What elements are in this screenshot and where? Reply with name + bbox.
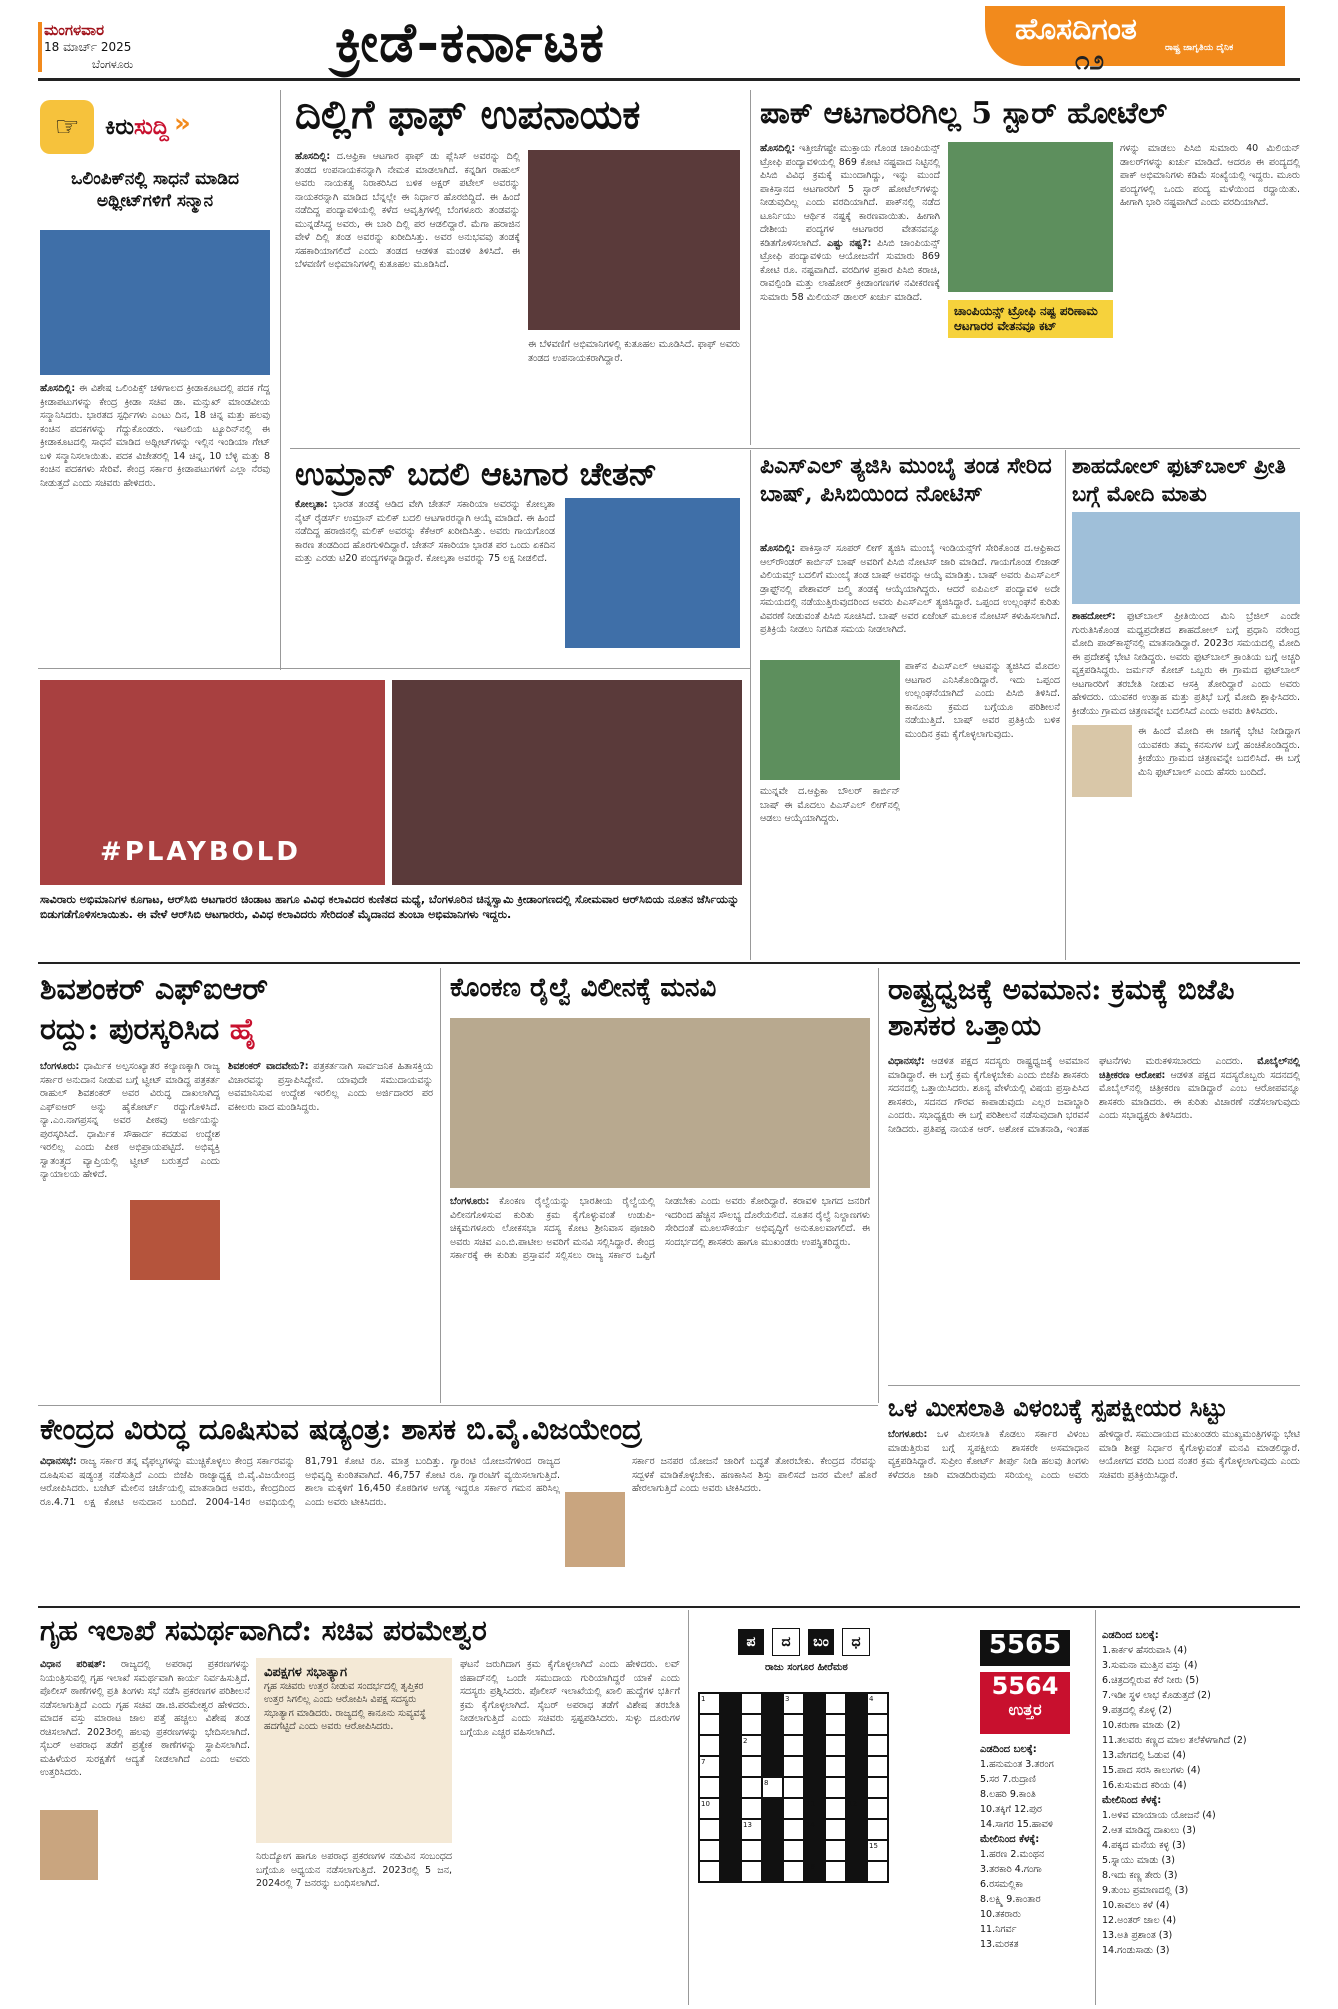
crossword-cell[interactable]	[867, 1714, 888, 1735]
rcb-players-photo	[40, 680, 385, 885]
crossword-cell[interactable]	[825, 1777, 846, 1798]
crossword-cell[interactable]	[783, 1777, 804, 1798]
puzzle-author: ರಾಜು ಸಂಗೂರ ಹೀರೆಮಠ	[765, 1662, 848, 1673]
shivashankar-headline-b: ರದ್ದು: ಪುರಸ್ಕರಿಸಿದ	[40, 1012, 230, 1047]
header-day: ಮಂಗಳವಾರ	[44, 21, 105, 39]
crossword-cell[interactable]	[867, 1861, 888, 1882]
umran-text: ಭಾರತ ತಂಡಕ್ಕೆ ಆಡಿದ ವೇಗಿ ಚೇತನ್ ಸಕಾರಿಯಾ ಅವರನ್ನು ಕೋಲ್ಕತಾ ನೈಟ್ ರೈಡರ್ಸ್ ಉಮ್ರಾನ್ ಮಲಿಕ್ ಬದಲಿ ಆಟಗಾರರನ್ನಾಗಿ ಆಯ್ಕೆ ಮಾಡಿದೆ. ಈ ಹಿಂದೆ ನಡೆದಿದ್ದ ಹರಾಜಿನಲ್ಲಿ ಮಲಿಕ್ ಅವರನ್ನು ಕೆಕೆಆರ್ ಖರೀದಿಸಿತ್ತು. ಅವರು ಗಾಯಗೊಂಡ ಕಾರಣ ತಂಡದಿಂದ ಹೊರಗುಳಿದಿದ್ದಾರೆ. ಚೇತನ್ ಸಕಾರಿಯಾ ಭಾರತ ಪರ ಒಂದು ಏಕದಿನ ಮತ್ತು ಎರಡು ಟಿ20 ಪಂದ್ಯಗಳನ್ನಾಡಿದ್ದಾರೆ. ಕೋಲ್ಕತಾ ಅವರನ್ನು 75 ಲಕ್ಷ ನೀಡಲಿದೆ.	[295, 499, 555, 564]
umran-body	[295, 498, 555, 658]
griha-sidebox	[256, 1658, 452, 1843]
konkan-text: ಕೊಂಕಣ ರೈಲ್ವೆಯನ್ನು ಭಾರತೀಯ ರೈಲ್ವೆಯಲ್ಲಿ ವಿಲೀನಗೊಳಿಸುವ ಕುರಿತು ಕ್ರಮ ಕೈಗೊಳ್ಳುವಂತೆ ಉಡುಪಿ-ಚಿಕ್ಕಮಗಳೂರು ಲೋಕಸಭಾ ಸದಸ್ಯ ಕೋಟ ಶ್ರೀನಿವಾಸ ಪೂಜಾರಿ ಅವರು ಸಚಿವ ಎಂ.ಬಿ.ಪಾಟೀಲ ಅವರಿಗೆ ಮನವಿ ಸಲ್ಲಿಸಿದ್ದಾರೆ. ಕೇಂದ್ರ ಸರ್ಕಾರಕ್ಕೆ ಈ ಕುರಿತು ಪ್ರಸ್ತಾವನೆ ಸಲ್ಲಿಸಲು ರಾಜ್ಯ ಸರ್ಕಾರ ಒಪ್ಪಿಗೆ ನೀಡಬೇಕು ಎಂದು ಅವರು ಕೋರಿದ್ದಾರೆ. ಕರಾವಳಿ ಭಾಗದ ಜನರಿಗೆ ಇದರಿಂದ ಹೆಚ್ಚಿನ ಸೌಲಭ್ಯ ದೊರೆಯಲಿದೆ. ನೂತನ ರೈಲ್ವೆ ನಿಲ್ದಾಣಗಳು ಸೇರಿದಂತೆ ಮೂಲಸೌಕರ್ಯ ಅಭಿವೃದ್ಧಿಗೆ ಅನುಕೂಲವಾಗಲಿದೆ. ಈ ಸಂದರ್ಭದಲ್ಲಿ ಶಾಸಕರು ಹಾಗೂ ಮುಖಂಡರು ಉಪಸ್ಥಿತರಿದ್ದರು.	[450, 1196, 870, 1261]
crossword-cell	[846, 1735, 867, 1756]
flag-headline: ರಾಷ್ಟ್ರಧ್ವಜಕ್ಕೆ ಅವಮಾನ: ಕ್ರಮಕ್ಕೆ ಬಿಜೆಪಿ ಶಾಸಕರ ಒತ್ತಾಯ	[888, 973, 1235, 1042]
flag-subhead: ಮೊಬೈಲ್‌ನಲ್ಲಿ ಚಿತ್ರೀಕರಣ ಆರೋಪ:	[1099, 1056, 1300, 1081]
column-divider	[878, 968, 879, 1403]
pak-subhead: ಎಷ್ಟು ನಷ್ಟ?:	[827, 237, 872, 249]
crossword-cell	[804, 1840, 825, 1861]
faf-dateline: ಹೊಸದಿಲ್ಲಿ:	[295, 151, 331, 162]
pak-team-photo	[948, 142, 1113, 292]
section-rule	[38, 962, 1300, 964]
crossword-cell	[846, 1861, 867, 1882]
crossword-cell[interactable]	[741, 1756, 762, 1777]
crossword-cell[interactable]	[783, 1714, 804, 1735]
crossword-cell[interactable]	[825, 1714, 846, 1735]
kirusuddi-badge	[40, 100, 270, 154]
answer-item: 1.ಹರಣ 2.ಮಂಥನ	[980, 1849, 1045, 1860]
crossword-cell	[720, 1714, 741, 1735]
answer-item: 10.ತಕ್ಕಿಗೆ 12.ಪುರ	[980, 1804, 1042, 1815]
faf-text: ದ.ಆಫ್ರಿಕಾ ಆಟಗಾರ ಫಾಫ್ ಡು ಪ್ಲೆಸಿಸ್ ಅವರನ್ನು ದಿಲ್ಲಿ ತಂಡದ ಉಪನಾಯಕನನ್ನಾಗಿ ನೇಮಕ ಮಾಡಲಾಗಿದೆ. ಕನ್ನಡಿಗ ರಾಹುಲ್ ಅವರು ನಾಯಕತ್ವ ನಿರಾಕರಿಸಿದ ಬಳಿಕ ಅಕ್ಷರ್ ಪಟೇಲ್ ಅವರನ್ನು ನಾಯಕರನ್ನಾಗಿ ಮಾಡಿದ ಬೆನ್ನಲ್ಲೇ ಈ ನಿರ್ಧಾರ ಹೊರಬಿದ್ದಿದೆ. ಈ ಹಿಂದೆ ನಡೆದಿದ್ದ ಪಂದ್ಯಾವಳಿಯಲ್ಲಿ ಕಳೆದ ಆವೃತ್ತಿಗಳಲ್ಲಿ ಬೆಂಗಳೂರು ತಂಡವನ್ನು ಮುನ್ನಡೆಸಿದ್ದ ಅವರು, ಈ ಬಾರಿ ದಿಲ್ಲಿ ಪರ ಆಡಲಿದ್ದಾರೆ. ಮೆಗಾ ಹರಾಜಿನ ವೇಳೆ ದಿಲ್ಲಿ ತಂಡ ಅವರನ್ನು ಖರೀದಿಸಿತ್ತು. ಅವರ ಅನುಭವವು ತಂಡಕ್ಕೆ ಸಹಕಾರಿಯಾಗಲಿದೆ ಎಂದು ತಂಡದ ಆಡಳಿತ ಮಂಡಳಿ ತಿಳಿಸಿದೆ. ಈ ಬೆಳವಣಿಗೆ ಅಭಿಮಾನಿಗಳಲ್ಲಿ ಕುತೂಹಲ ಮೂಡಿಸಿದೆ.	[295, 151, 520, 270]
griha-box-title: ವಿಪಕ್ಷಗಳ ಸಭಾತ್ಯಾಗ	[264, 1665, 348, 1680]
answer-item: 5.ಸರ 7.ರುದ್ರಾಣಿ	[980, 1774, 1036, 1785]
clue-item: 8.ಇದು ಕಣ್ಣ ತೇರು (3)	[1102, 1870, 1178, 1881]
crossword-cell[interactable]	[867, 1756, 888, 1777]
crossword-cell	[720, 1840, 741, 1861]
crossword-cell	[846, 1756, 867, 1777]
crossword-cell	[804, 1693, 825, 1714]
title-letter-2: ದ	[772, 1628, 800, 1656]
crossword-cell[interactable]	[741, 1798, 762, 1819]
crossword-cell[interactable]	[867, 1777, 888, 1798]
title-letter-3: ಬಂ	[808, 1629, 834, 1655]
clue-item: 5.ಸ್ನಾಯು ಮಾಡು (3)	[1102, 1855, 1175, 1866]
griha-dateline: ವಿಧಾನ ಪರಿಷತ್:	[40, 1659, 106, 1670]
crossword-cell	[762, 1861, 783, 1882]
clue-item: 16.ಕುಸುಮದ ಕರಿಯ (4)	[1102, 1780, 1187, 1791]
kirusuddi-label-a: ಕಿರು	[105, 114, 135, 140]
chevron-right-icon: »	[174, 108, 191, 139]
title-letter-1: ಪ	[738, 1629, 764, 1655]
psl-body-cont-2: ಮುನ್ನವೇ ದ.ಆಫ್ರಿಕಾ ಬೌಲರ್ ಕಾರ್ಬಿನ್ ಬಾಷ್ ಈ ಮೊದಲು ಪಿಎಸ್‌ಎಲ್ ಲೀಗ್‌ನಲ್ಲಿ ಆಡಲು ಆಯ್ಕೆಯಾಗಿದ್ದರು.	[760, 786, 900, 824]
column-divider	[440, 968, 441, 1403]
crossword-cell	[804, 1777, 825, 1798]
flag-text: ಆಡಳಿತ ಪಕ್ಷದ ಸದಸ್ಯರು ರಾಷ್ಟ್ರಧ್ವಜಕ್ಕೆ ಅವಮಾನ ಮಾಡಿದ್ದಾರೆ. ಈ ಬಗ್ಗೆ ಕ್ರಮ ಕೈಗೊಳ್ಳಬೇಕು ಎಂದು ಬಿಜೆಪಿ ಶಾಸಕರು ಸದನದಲ್ಲಿ ಒತ್ತಾಯಿಸಿದರು. ಶೂನ್ಯ ವೇಳೆಯಲ್ಲಿ ವಿಷಯ ಪ್ರಸ್ತಾಪಿಸಿದ ಶಾಸಕರು, ಸದನದ ಗೌರವ ಕಾಪಾಡುವುದು ಎಲ್ಲರ ಜವಾಬ್ದಾರಿ ಎಂದರು. ಸಭಾಧ್ಯಕ್ಷರು ಈ ಬಗ್ಗೆ ಪರಿಶೀಲನೆ ನಡೆಸುವುದಾಗಿ ಭರವಸೆ ನೀಡಿದರು. ಪ್ರತಿಪಕ್ಷ ನಾಯಕ ಆರ್. ಅಶೋಕ ಮಾತನಾಡಿ, ಇಂತಹ ಘಟನೆಗಳು ಮರುಕಳಿಸಬಾರದು ಎಂದರು.	[888, 1056, 1243, 1135]
crossword-cell[interactable]	[783, 1756, 804, 1777]
crossword-cell[interactable]	[783, 1735, 804, 1756]
across-head: ಎಡದಿಂದ ಬಲಕ್ಕೆ:	[1102, 1630, 1159, 1641]
shahdol-body	[1072, 610, 1300, 720]
crossword-cell	[804, 1735, 825, 1756]
griha-text: ರಾಜ್ಯದಲ್ಲಿ ಅಪರಾಧ ಪ್ರಕರಣಗಳನ್ನು ನಿಯಂತ್ರಿಸುವಲ್ಲಿ ಗೃಹ ಇಲಾಖೆ ಸಮರ್ಥವಾಗಿ ಕಾರ್ಯ ನಿರ್ವಹಿಸುತ್ತಿದೆ. ಪೊಲೀಸ್ ಠಾಣೆಗಳಲ್ಲಿ ಪ್ರತಿ ತಿಂಗಳು ಸಭೆ ನಡೆಸಿ ಪ್ರಕರಣಗಳ ಪರಿಶೀಲನೆ ನಡೆಸಲಾಗುತ್ತಿದೆ ಎಂದು ಗೃಹ ಸಚಿವ ಡಾ.ಜಿ.ಪರಮೇಶ್ವರ ಹೇಳಿದರು. ಮಾದಕ ವಸ್ತು ಮಾರಾಟ ಜಾಲ ಪತ್ತೆ ಹಚ್ಚಲು ವಿಶೇಷ ತಂಡ ರಚಿಸಲಾಗಿದೆ. 2023ರಲ್ಲಿ ಹಲವು ಪ್ರಕರಣಗಳನ್ನು ಭೇದಿಸಲಾಗಿದೆ. ಸೈಬರ್ ಅಪರಾಧ ತಡೆಗೆ ಪ್ರತ್ಯೇಕ ಠಾಣೆಗಳನ್ನು ಸ್ಥಾಪಿಸಲಾಗಿದೆ. ಮಹಿಳೆಯರ ಸುರಕ್ಷತೆಗೆ ಆದ್ಯತೆ ನೀಡಲಾಗಿದೆ ಎಂದು ಅವರು ಉತ್ತರಿಸಿದರು.	[40, 1659, 250, 1778]
shahdol-headline: ಶಾಹದೋಲ್ ಫುಟ್‌ಬಾಲ್ ಪ್ರೀತಿ ಬಗ್ಗೆ ಮೋದಿ ಮಾತು	[1072, 453, 1286, 506]
clue-item: 12.ಅಂತರ್ ಜಾಲ (4)	[1102, 1915, 1177, 1926]
header-date: 18 ಮಾರ್ಚ್ 2025	[44, 40, 132, 54]
crossword-cell[interactable]	[699, 1714, 720, 1735]
crossword-cell[interactable]: 13	[741, 1819, 762, 1840]
crossword-cell[interactable]	[825, 1819, 846, 1840]
crossword-cell	[762, 1756, 783, 1777]
crossword-cell	[846, 1714, 867, 1735]
crossword-cell	[720, 1756, 741, 1777]
paper-tagline: ರಾಷ್ಟ್ರ ಜಾಗೃತಿಯ ದೈನಿಕ	[1165, 43, 1234, 53]
chetan-sakariya-photo	[565, 498, 740, 648]
corbin-bosch-photo	[760, 660, 900, 780]
header-accent-bar	[38, 22, 42, 72]
psl-body-cont: ಪಾಕ್‌ನ ಪಿಎಸ್‌ಎಲ್ ಆಟವನ್ನು ತ್ಯಜಿಸಿದ ಮೊದಲ ಆಟಗಾರ ಎನಿಸಿಕೊಂಡಿದ್ದಾರೆ. ಇದು ಒಪ್ಪಂದ ಉಲ್ಲಂಘನೆಯಾಗಿದೆ ಎಂದು ಪಿಸಿಬಿ ತಿಳಿಸಿದೆ. ಕಾನೂನು ಕ್ರಮದ ಬಗ್ಗೆಯೂ ಪರಿಶೀಲನೆ ನಡೆಯುತ್ತಿದೆ. ಬಾಷ್ ಅವರ ಪ್ರತಿಕ್ರಿಯೆ ಬಳಿಕ ಮುಂದಿನ ಕ್ರಮ ಕೈಗೊಳ್ಳಲಾಗುವುದು.	[905, 661, 1060, 740]
crossword-cell[interactable]	[699, 1777, 720, 1798]
faf-photo	[528, 150, 740, 330]
answer-down-list	[980, 1847, 1090, 1952]
kirusuddi-dateline: ಹೊಸದಿಲ್ಲಿ:	[40, 383, 76, 394]
across-clues	[1102, 1643, 1300, 1793]
page-number: ೧೨	[1075, 46, 1105, 76]
section-divider	[38, 1405, 878, 1406]
clue-list	[1102, 1628, 1300, 2004]
clue-item: 1.ಅಳಿವ ಮಾಯಾಯ ಯೋಜನೆ (4)	[1102, 1810, 1216, 1821]
crossword-cell	[804, 1714, 825, 1735]
modi-photo	[1072, 725, 1132, 797]
crossword-cell	[720, 1777, 741, 1798]
konkan-meeting-photo	[450, 1018, 870, 1188]
crossword-cell	[846, 1840, 867, 1861]
shahdol-text: ಫುಟ್‌ಬಾಲ್ ಪ್ರೀತಿಯಿಂದ ಮಿನಿ ಬ್ರೆಜಿಲ್ ಎಂದೇ ಗುರುತಿಸಿಕೊಂಡ ಮಧ್ಯಪ್ರದೇಶದ ಶಾಹದೋಲ್ ಬಗ್ಗೆ ಪ್ರಧಾನಿ ನರೇಂದ್ರ ಮೋದಿ ಪಾಡ್‌ಕಾಸ್ಟ್‌ನಲ್ಲಿ ಮಾತನಾಡಿದ್ದಾರೆ. 2023ರ ಸಮಯದಲ್ಲಿ ಮೋದಿ ಈ ಪ್ರದೇಶಕ್ಕೆ ಭೇಟಿ ನೀಡಿದ್ದರು. ಅವರು ಫುಟ್‌ಬಾಲ್ ಕ್ರಾಂತಿಯ ಬಗ್ಗೆ ಅಚ್ಚರಿ ವ್ಯಕ್ತಪಡಿಸಿದ್ದರು. ಜರ್ಮನ್ ಕೋಚ್ ಒಬ್ಬರು ಈ ಗ್ರಾಮದ ಫುಟ್‌ಬಾಲ್ ಆಟಗಾರರಿಗೆ ತರಬೇತಿ ನೀಡುವ ಆಸಕ್ತಿ ತೋರಿದ್ದಾರೆ ಎಂದು ಅವರು ಹೇಳಿದರು. ಯುವಕರ ಉತ್ಸಾಹ ಮತ್ತು ಪ್ರತಿಭೆ ಬಗ್ಗೆ ಮೋದಿ ಶ್ಲಾಘಿಸಿದರು. ಕ್ರೀಡೆಯು ಗ್ರಾಮದ ಚಿತ್ರಣವನ್ನೇ ಬದಲಿಸಿದೆ ಎಂದು ಅವರು ತಿಳಿಸಿದರು.	[1072, 611, 1300, 717]
clue-item: 9.ಪತ್ರದಲ್ಲಿ ಕೊಳ್ಳ (2)	[1102, 1705, 1172, 1716]
crossword-cell[interactable]	[783, 1861, 804, 1882]
padabandha-title	[738, 1628, 918, 1656]
crossword-cell[interactable]: 15	[867, 1840, 888, 1861]
crossword-cell[interactable]: 10	[699, 1798, 720, 1819]
crossword-cell	[762, 1798, 783, 1819]
answer-number: 5564	[991, 1672, 1059, 1700]
clue-item: 14.ಗಂಡುಸಾಡು (3)	[1102, 1945, 1170, 1956]
crossword-cell[interactable]	[783, 1798, 804, 1819]
clue-item: 4.ಪಕ್ಕದ ಮನೆಯ ಕಳ್ಳ (3)	[1102, 1840, 1186, 1851]
umran-headline: ಉಮ್ರಾನ್ ಬದಲಿ ಆಟಗಾರ ಚೇತನ್	[295, 455, 658, 493]
shivashankar-headline	[40, 970, 430, 1050]
crossword-cell	[720, 1798, 741, 1819]
griha-body-cont: ನಿರುದ್ಯೋಗ ಹಾಗೂ ಅಪರಾಧ ಪ್ರಕರಣಗಳ ನಡುವಿನ ಸಂಬಂಧದ ಬಗ್ಗೆಯೂ ಅಧ್ಯಯನ ನಡೆಸಲಾಗುತ್ತಿದೆ. 2023ರಲ್ಲಿ 5 ಜನ, 2024ರಲ್ಲಿ 7 ಜನರನ್ನು ಬಂಧಿಸಲಾಗಿದೆ.	[256, 1851, 452, 1889]
crossword-cell[interactable]	[825, 1840, 846, 1861]
crossword-cell[interactable]	[867, 1798, 888, 1819]
crossword-cell	[720, 1819, 741, 1840]
section-rule	[38, 1606, 1300, 1608]
vijayendra-photo	[565, 1492, 625, 1567]
clue-item: 11.ತಲವರು ಕಣ್ಣದ ಮಾಲ ತಲೆಕೆಳಗಾಗಿದೆ (2)	[1102, 1735, 1247, 1746]
shivashankar-dateline: ಬೆಂಗಳೂರು:	[40, 1061, 80, 1072]
clue-item: 3.ಸುಮನಾ ಮುತ್ತಿನ ವಸ್ತು (4)	[1102, 1660, 1198, 1671]
crossword-cell: 11	[804, 1798, 825, 1819]
playbold-banner: #PLAYBOLD	[100, 837, 301, 867]
crossword-cell[interactable]	[825, 1861, 846, 1882]
umran-dateline: ಕೋಲ್ಕತಾ:	[295, 499, 328, 510]
kirusuddi-text: ಈ ವಿಶೇಷ ಒಲಿಂಪಿಕ್ಸ್ ಚಳಿಗಾಲದ ಕ್ರೀಡಾಕೂಟದಲ್ಲಿ ಪದಕ ಗೆದ್ದ ಕ್ರೀಡಾಪಟುಗಳನ್ನು ಕೇಂದ್ರ ಕ್ರೀಡಾ ಸಚಿವ ಡಾ. ಮನ್ಸುಖ್ ಮಾಂಡವೀಯ ಸನ್ಮಾನಿಸಿದರು. ಭಾರತದ ಸ್ಪರ್ಧಿಗಳು ಎಂಟು ದಿನ, 18 ಚಿನ್ನ ಮತ್ತು ಹಲವು ಕಂಚಿನ ಪದಕಗಳನ್ನು ಗೆದ್ದುಕೊಂಡರು. ಇಟಲಿಯ ಟ್ಯೂರಿನ್‌ನಲ್ಲಿ ಈ ಕ್ರೀಡಾಕೂಟದಲ್ಲಿ ಸಾಧನೆ ಮಾಡಿದ ಅಥ್ಲೀಟ್‌ಗಳನ್ನು ಇಲ್ಲಿನ ಇಂಡಿಯಾ ಗೇಟ್ ಬಳಿ ಸನ್ಮಾನಿಸಲಾಯಿತು. ಪದಕ ವಿಜೇತರಲ್ಲಿ 14 ಚಿನ್ನ, 10 ಬೆಳ್ಳಿ ಮತ್ತು 8 ಕಂಚಿನ ಪದಕಗಳು ಸೇರಿವೆ. ಕೇಂದ್ರ ಸರ್ಕಾರ ಕ್ರೀಡಾಪಟುಗಳಿಗೆ ಎಲ್ಲಾ ನೆರವು ನೀಡುತ್ತದೆ ಎಂದು ಸಚಿವರು ಹೇಳಿದರು.	[40, 383, 270, 489]
kirusuddi-body	[40, 382, 270, 652]
crossword-cell[interactable]	[867, 1819, 888, 1840]
answer-item: 8.ಲಹರಿ 9.ಕಾಂತಿ	[980, 1789, 1036, 1800]
crossword-cell: 16	[804, 1861, 825, 1882]
pak-dateline: ಹೊಸದಿಲ್ಲಿ:	[760, 143, 796, 154]
clue-item: 15.ಪಾದ ಸರಸಿ ಕಾಲುಗಳು (4)	[1102, 1765, 1201, 1776]
clue-item: 10.ಕರುಣಾ ಮಾಡು (2)	[1102, 1720, 1181, 1731]
crossword-cell[interactable]	[783, 1840, 804, 1861]
kirusuddi-headline: ಒಲಿಂಪಿಕ್‌ನಲ್ಲಿ ಸಾಧನೆ ಮಾಡಿದ ಅಥ್ಲೀಟ್‌ಗಳಿಗೆ ಸನ್ಮಾನ	[71, 169, 239, 211]
crossword-cell[interactable]	[783, 1819, 804, 1840]
clue-item: 10.ಕಾವಲು ಕಳೆ (4)	[1102, 1900, 1170, 1911]
olamisalati-dateline: ಬೆಂಗಳೂರು:	[888, 1429, 928, 1440]
faf-body	[295, 150, 520, 380]
pak-text: ಇತ್ತೀಚೆಗಷ್ಟೇ ಮುಕ್ತಾಯ ಗೊಂಡ ಚಾಂಪಿಯನ್ಸ್ ಟ್ರೋಫಿ ಪಂದ್ಯಾವಳಿಯಲ್ಲಿ 869 ಕೋಟಿ ನಷ್ಟವಾದ ನಿಟ್ಟಿನಲ್ಲಿ ಪಿಸಿಬಿ ವಿವಿಧ ಕ್ರಮಕ್ಕೆ ಮುಂದಾಗಿದ್ದು, ಇನ್ನು ಮುಂದೆ ಪಾಕಿಸ್ತಾನದ ಆಟಗಾರರಿಗೆ 5 ಸ್ಟಾರ್ ಹೋಟೆಲ್‌ಗಳನ್ನು ನೀಡುವುದಿಲ್ಲ ಎಂದು ವರದಿಯಾಗಿದೆ. ಪಾಕ್‌ನಲ್ಲಿ ನಡೆದ ಟೂರ್ನಿಯು ಆರ್ಥಿಕ ನಷ್ಟಕ್ಕೆ ಕಾರಣವಾಯಿತು. ಹೀಗಾಗಿ ದೇಶೀಯ ಪಂದ್ಯಗಳ ಆಟಗಾರರ ವೇತನವನ್ನೂ ಕಡಿತಗೊಳಿಸಲಾಗಿದೆ.	[760, 143, 940, 249]
flag-dateline: ವಿಧಾನಸಭೆ:	[888, 1056, 925, 1067]
column-divider	[280, 90, 281, 670]
crossword-cell[interactable]	[699, 1819, 720, 1840]
pak-callout-2: ಆಟಗಾರರ ವೇತನವೂ ಕಟ್	[954, 319, 1057, 333]
answer-number-box	[980, 1672, 1070, 1734]
answer-item: 11.ನಿಗರ್ವ	[980, 1924, 1017, 1935]
olamisalati-headline: ಒಳ ಮೀಸಲಾತಿ ವಿಳಂಬಕ್ಕೆ ಸ್ಪಪಕ್ಷೀಯರ ಸಿಟ್ಟು	[888, 1393, 1228, 1422]
pointing-hand-icon: ☞	[40, 100, 94, 154]
puzzle-number-box	[980, 1630, 1070, 1666]
shivashankar-body-cont	[228, 1060, 433, 1400]
pak-callout	[948, 300, 1113, 338]
section-divider	[38, 668, 750, 669]
crossword-cell[interactable]: 3	[783, 1693, 804, 1714]
column-divider	[1095, 1610, 1096, 2005]
flag-text-2: ಆಡಳಿತ ಪಕ್ಷದ ಸದಸ್ಯರೊಬ್ಬರು ಸದನದಲ್ಲಿ ಮೊಬೈಲ್‌ನಲ್ಲಿ ಚಿತ್ರೀಕರಣ ಮಾಡಿದ್ದಾರೆ ಎಂಬ ಆರೋಪವನ್ನೂ ಶಾಸಕರು ಮಾಡಿದರು. ಈ ಕುರಿತು ವಿಚಾರಣೆ ನಡೆಸಲಾಗುವುದು ಎಂದು ಸಭಾಧ್ಯಕ್ಷರು ತಿಳಿಸಿದರು.	[1099, 1069, 1300, 1121]
crossword-cell[interactable]	[741, 1714, 762, 1735]
crossword-cell[interactable]	[741, 1777, 762, 1798]
crossword-cell[interactable]: 8	[762, 1777, 783, 1798]
down-head: ಮೇಲಿನಿಂದ ಕೆಳಕ್ಕೆ:	[1102, 1795, 1162, 1806]
column-divider	[750, 90, 751, 445]
shivashankar-subhead: ಶಿವಶಂಕರ್ ವಾದವೇನು?:	[228, 1061, 309, 1072]
faf-body-cont: ಈ ಬೆಳವಣಿಗೆ ಅಭಿಮಾನಿಗಳಲ್ಲಿ ಕುತೂಹಲ ಮೂಡಿಸಿದೆ. ಫಾಫ್ ಅವರು ತಂಡದ ಉಪನಾಯಕರಾಗಿದ್ದಾರೆ.	[528, 339, 740, 364]
pak-headline: ಪಾಕ್ ಆಟಗಾರರಿಗಿಲ್ಲ 5 ಸ್ಟಾರ್ ಹೋಟೆಲ್	[760, 96, 1168, 131]
answer-item: 14.ಸಾಗರ 15.ಹಾವಳಿ	[980, 1819, 1054, 1830]
answer-item: 10.ತಕರಾರು	[980, 1909, 1021, 1920]
crossword-cell	[762, 1819, 783, 1840]
rcb-stadium-photo	[392, 680, 742, 885]
rcb-caption: ಸಾವಿರಾರು ಅಭಿಮಾನಿಗಳ ಕೂಗಾಟ, ಆರ್‌ಸಿಬಿ ಆಟಗಾರರ ಚಿಂಡಾಟ ಹಾಗೂ ವಿವಿಧ ಕಲಾವಿದರ ಕುಣಿತದ ಮಧ್ಯೆ, ಬೆಂಗಳೂರಿನ ಚಿನ್ನಸ್ವಾಮಿ ಕ್ರೀಡಾಂಗಣದಲ್ಲಿ ಸೋಮವಾರ ಆರ್‌ಸಿಬಿಯ ನೂತನ ಜೆರ್ಸಿಯನ್ನು ಬಿಡುಗಡೆಗೊಳಿಸಲಾಯಿತು. ಈ ವೇಳೆ ಆರ್‌ಸಿಬಿ ಆಟಗಾರರು, ವಿವಿಧ ಕಲಾವಿದರು ಸೇರಿದಂತೆ ಮೈದಾನದ ತುಂಬಾ ಅಭಿಮಾನಿಗಳು ಇದ್ದರು.	[40, 893, 740, 921]
answer-item: 13.ಮರಕತ	[980, 1939, 1019, 1950]
crossword-cell[interactable]	[867, 1735, 888, 1756]
clue-item: 7.ಇಡೀ ಸ್ಥಳ ಲಾಭ ಕೊಡುತ್ತದೆ (2)	[1102, 1690, 1211, 1701]
olamisalati-body	[888, 1428, 1300, 1600]
crossword-cell	[720, 1693, 741, 1714]
section-divider	[290, 448, 1300, 449]
crossword-cell[interactable]: 2	[741, 1735, 762, 1756]
griha-headline: ಗೃಹ ಇಲಾಖೆ ಸಮರ್ಥವಾಗಿದೆ: ಸಚಿವ ಪರಮೇಶ್ವರ	[40, 1614, 487, 1647]
psl-body	[760, 542, 1060, 652]
crossword-cell[interactable]: 7	[699, 1756, 720, 1777]
griha-body-cont-2: ಘಟನೆ ಜರುಗಿದಾಗ ಕ್ರಮ ಕೈಗೊಳ್ಳಲಾಗಿದೆ ಎಂದು ಹೇಳಿದರು. ಲವ್ ಜಿಹಾದ್‌ನಲ್ಲಿ ಒಂದೇ ಸಮುದಾಯ ಗುರಿಯಾಗಿದ್ದರೆ ಯಾಕೆ ಎಂದು ಸದಸ್ಯರು ಪ್ರಶ್ನಿಸಿದರು. ಪೊಲೀಸ್ ಇಲಾಖೆಯಲ್ಲಿ ಖಾಲಿ ಹುದ್ದೆಗಳ ಭರ್ತಿಗೆ ಕ್ರಮ ಕೈಗೊಳ್ಳಲಾಗಿದೆ. ಸೈಬರ್ ಅಪರಾಧ ತಡೆಗೆ ವಿಶೇಷ ತರಬೇತಿ ನೀಡಲಾಗುತ್ತಿದೆ ಎಂದು ಸಚಿವರು ಸ್ಪಷ್ಟಪಡಿಸಿದರು. ಸುಳ್ಳು ದೂರುಗಳ ಬಗ್ಗೆಯೂ ಎಚ್ಚರ ವಹಿಸಲಾಗಿದೆ.	[460, 1659, 680, 1738]
crossword-cell[interactable]	[699, 1735, 720, 1756]
answer-across-head: ಎಡದಿಂದ ಬಲಕ್ಕೆ:	[980, 1744, 1037, 1755]
pak-text-2: ಪಿಸಿಬಿ ಚಾಂಪಿಯನ್ಸ್ ಟ್ರೋಫಿ ಪಂದ್ಯಾವಳಿಯ ಆಯೋಜನೆಗೆ ಸುಮಾರು 869 ಕೋಟಿ ರೂ. ನಷ್ಟವಾಗಿದೆ. ವರದಿಗಳ ಪ್ರಕಾರ ಪಿಸಿಬಿ ಕರಾಚಿ, ರಾವಲ್ಪಿಂಡಿ ಮತ್ತು ಲಾಹೋರ್ ಕ್ರೀಡಾಂಗಣಗಳ ನವೀಕರಣಕ್ಕೆ ಸುಮಾರು 58 ಮಿಲಿಯನ್ ಡಾಲರ್ ಖರ್ಚು ಮಾಡಿದೆ.	[760, 237, 940, 303]
shahdol-dateline: ಶಾಹದೋಲ್:	[1072, 611, 1116, 622]
answer-across-list	[980, 1757, 1090, 1832]
section-divider	[888, 1385, 1300, 1386]
title-letter-4: ಧ	[842, 1628, 870, 1656]
crossword-cell	[762, 1735, 783, 1756]
crossword-cell[interactable]	[741, 1693, 762, 1714]
crossword-cell[interactable]	[825, 1756, 846, 1777]
crossword-cell	[720, 1735, 741, 1756]
vijayendra-body	[40, 1455, 560, 1600]
crossword-cell[interactable]	[741, 1861, 762, 1882]
answer-item: 6.ರಸಮಲ್ಲಿಕಾ	[980, 1879, 1023, 1890]
answer-list	[980, 1742, 1090, 2004]
crossword-cell[interactable]	[699, 1840, 720, 1861]
vijayendra-headline: ಕೇಂದ್ರದ ವಿರುದ್ಧ ದೂಷಿಸುವ ಷಡ್ಯಂತ್ರ: ಶಾಸಕ ಬಿ.ವೈ.ವಿಜಯೇಂದ್ರ	[40, 1412, 643, 1446]
crossword-cell	[804, 1756, 825, 1777]
konkan-body	[450, 1195, 870, 1400]
crossword-cell	[762, 1714, 783, 1735]
crossword-cell	[762, 1840, 783, 1861]
pak-callout-1: ಚಾಂಪಿಯನ್ಸ್ ಟ್ರೋಫಿ ನಷ್ಟ ಪರಿಣಾಮ	[954, 304, 1098, 318]
crossword-cell[interactable]	[741, 1840, 762, 1861]
clue-item: 1.ಕಾರ್ಕಳ ಹೆಸರುವಾಸಿ (4)	[1102, 1645, 1188, 1656]
section-title: ಕ್ರೀಡೆ-ಕರ್ನಾಟಕ	[335, 10, 605, 74]
high-court-photo	[130, 1200, 220, 1280]
puzzle-number: 5565	[988, 1630, 1062, 1660]
paper-name: ಹೊಸದಿಗಂತ	[1015, 12, 1137, 47]
column-divider	[750, 450, 751, 960]
shivashankar-headline-red: ಹೈ	[229, 1012, 257, 1047]
clue-item: 13.ವೇಗದಲ್ಲಿ ಓಡುವ (4)	[1102, 1750, 1186, 1761]
crossword-cell	[846, 1693, 867, 1714]
shivashankar-text: ಧಾರ್ಮಿಕ ಅಲ್ಪಸಂಖ್ಯಾತರ ಕಲ್ಯಾಣಕ್ಕಾಗಿ ರಾಜ್ಯ ಸರ್ಕಾರ ಅನುದಾನ ನೀಡುವ ಬಗ್ಗೆ ಟ್ವೀಟ್ ಮಾಡಿದ್ದ ಪತ್ರಕರ್ತ ರಾಹುಲ್ ಶಿವಶಂಕರ್ ಅವರ ವಿರುದ್ಧ ದಾಖಲಾಗಿದ್ದ ಎಫ್‌ಐಆರ್ ಅನ್ನು ಹೈಕೋರ್ಟ್ ರದ್ದುಗೊಳಿಸಿದೆ. ನ್ಯಾ.ಎಂ.ನಾಗಪ್ರಸನ್ನ ಅವರ ಪೀಠವು ಅರ್ಜಿಯನ್ನು ಪುರಸ್ಕರಿಸಿದೆ. ಧಾರ್ಮಿಕ ಸೌಹಾರ್ದ ಕದಡುವ ಉದ್ದೇಶ ಇರಲಿಲ್ಲ ಎಂದು ಪೀಠ ಅಭಿಪ್ರಾಯಪಟ್ಟಿದೆ. ಅಭಿವ್ಯಕ್ತಿ ಸ್ವಾತಂತ್ರ್ಯದ ವ್ಯಾಪ್ತಿಯಲ್ಲಿ ಟ್ವೀಟ್ ಬರುತ್ತದೆ ಎಂದು ನ್ಯಾಯಾಲಯ ಹೇಳಿದೆ.	[40, 1061, 220, 1180]
shivashankar-text-2: ಪತ್ರಕರ್ತನಾಗಿ ಸಾರ್ವಜನಿಕ ಹಿತಾಸಕ್ತಿಯ ವಿಚಾರವನ್ನು ಪ್ರಸ್ತಾಪಿಸಿದ್ದೇನೆ. ಯಾವುದೇ ಸಮುದಾಯವನ್ನು ಅವಮಾನಿಸುವ ಉದ್ದೇಶ ಇರಲಿಲ್ಲ ಎಂದು ಅರ್ಜಿದಾರರ ಪರ ವಕೀಲರು ವಾದ ಮಂಡಿಸಿದ್ದರು.	[228, 1061, 433, 1113]
psl-headline: ಪಿಎಸ್‌ಎಲ್ ತ್ಯಜಿಸಿ ಮುಂಬೈ ತಂಡ ಸೇರಿದ ಬಾಷ್, ಪಿಸಿಬಿಯಿಂದ ನೋಟಿಸ್	[760, 453, 1052, 507]
crossword-cell: 14	[804, 1819, 825, 1840]
clue-item: 9.ತುಂಬ ಪ್ರಮಾಣದಲ್ಲಿ (3)	[1102, 1885, 1189, 1896]
olamisalati-text: ಒಳ ಮೀಸಲಾತಿ ಕೊಡಲು ಸರ್ಕಾರ ವಿಳಂಬ ಮಾಡುತ್ತಿರುವ ಬಗ್ಗೆ ಸ್ವಪಕ್ಷೀಯ ಶಾಸಕರೇ ಅಸಮಾಧಾನ ವ್ಯಕ್ತಪಡಿಸಿದ್ದಾರೆ. ಸುಪ್ರೀಂ ಕೋರ್ಟ್ ತೀರ್ಪು ನೀಡಿ ಹಲವು ತಿಂಗಳು ಕಳೆದರೂ ಜಾರಿ ಮಾಡದಿರುವುದು ಸರಿಯಲ್ಲ ಎಂದು ಅವರು ಹೇಳಿದ್ದಾರೆ. ಸಮುದಾಯದ ಮುಖಂಡರು ಮುಖ್ಯಮಂತ್ರಿಗಳನ್ನು ಭೇಟಿ ಮಾಡಿ ಶೀಘ್ರ ನಿರ್ಧಾರ ಕೈಗೊಳ್ಳುವಂತೆ ಮನವಿ ಮಾಡಲಿದ್ದಾರೆ. ಆಯೋಗದ ವರದಿ ಬಂದ ನಂತರ ಕ್ರಮ ಕೈಗೊಳ್ಳಲಾಗುವುದು ಎಂದು ಸಚಿವರು ಪ್ರತಿಕ್ರಿಯಿಸಿದ್ದಾರೆ.	[888, 1429, 1300, 1481]
psl-text: ಪಾಕಿಸ್ತಾನ್ ಸೂಪರ್ ಲೀಗ್ ತ್ಯಜಿಸಿ ಮುಂಬೈ ಇಂಡಿಯನ್ಸ್‌ಗೆ ಸೇರಿಕೊಂಡ ದ.ಆಫ್ರಿಕಾದ ಆಲ್‌ರೌಂಡರ್ ಕಾರ್ಬಿನ್ ಬಾಷ್ ಅವರಿಗೆ ಪಿಸಿಬಿ ನೋಟಿಸ್ ಜಾರಿ ಮಾಡಿದೆ. ಗಾಯಗೊಂಡ ಲಿಜಾಡ್ ವಿಲಿಯಮ್ಸ್ ಬದಲಿಗೆ ಮುಂಬೈ ತಂಡ ಬಾಷ್ ಅವರನ್ನು ಆಯ್ಕೆ ಮಾಡಿತ್ತು. ಬಾಷ್ ಅವರು ಪಿಎಸ್‌ಎಲ್ ಡ್ರಾಫ್ಟ್‌ನಲ್ಲಿ ಪೇಶಾವರ್ ಜಲ್ಮಿ ತಂಡಕ್ಕೆ ಆಯ್ಕೆಯಾಗಿದ್ದರು. ಆದರೆ ಐಪಿಎಲ್ ಪಂದ್ಯಾವಳಿ ಅದೇ ಸಮಯದಲ್ಲಿ ನಡೆಯುತ್ತಿರುವುದರಿಂದ ಅವರು ಪಿಎಸ್‌ಎಲ್ ತ್ಯಜಿಸಿದ್ದಾರೆ. ಒಪ್ಪಂದ ಉಲ್ಲಂಘನೆ ಕುರಿತು ವಿವರಣೆ ನೀಡುವಂತೆ ಪಿಸಿಬಿ ಸೂಚಿಸಿದೆ. ಬಾಷ್ ಅವರ ಏಜೆಂಟ್ ಮೂಲಕ ನೋಟಿಸ್ ಕಳುಹಿಸಲಾಗಿದೆ. ಪ್ರತಿಕ್ರಿಯೆ ನೀಡಲು ನಿಗದಿತ ಸಮಯ ನೀಡಲಾಗಿದೆ.	[760, 543, 1060, 635]
answer-down-head: ಮೇಲಿನಿಂದ ಕೆಳಕ್ಕೆ:	[980, 1834, 1040, 1845]
shivashankar-headline-a: ಶಿವಶಂಕರ್ ಎಫ್‌ಐಆರ್	[40, 972, 268, 1007]
crossword-cell[interactable]	[825, 1798, 846, 1819]
answer-item: 8.ಲಕ್ಷ್ಮಿ 9.ಕಾಂತಾರ	[980, 1894, 1041, 1905]
crossword-grid[interactable]	[698, 1692, 889, 1883]
header-rule	[38, 78, 1300, 81]
faf-headline: ದಿಲ್ಲಿಗೆ ಫಾಫ್ ಉಪನಾಯಕ	[295, 91, 641, 138]
crossword-cell: 12	[846, 1798, 867, 1819]
konkan-headline: ಕೊಂಕಣ ರೈಲ್ವೆ ವಿಲೀನಕ್ಕೆ ಮನವಿ	[450, 973, 717, 1003]
crossword-cell	[846, 1819, 867, 1840]
flag-body	[888, 1055, 1300, 1400]
crossword-cell[interactable]	[825, 1693, 846, 1714]
header-location: ಬೆಂಗಳೂರು	[92, 58, 134, 71]
vijayendra-dateline: ವಿಧಾನಸಭೆ:	[40, 1456, 77, 1467]
column-divider	[688, 1610, 689, 2005]
shahdol-body-cont: ಈ ಹಿಂದೆ ಮೋದಿ ಈ ಜಾಗಕ್ಕೆ ಭೇಟಿ ನೀಡಿದ್ದಾಗ ಯುವಕರು ತಮ್ಮ ಕನಸುಗಳ ಬಗ್ಗೆ ಹಂಚಿಕೊಂಡಿದ್ದರು. ಕ್ರೀಡೆಯು ಗ್ರಾಮದ ಚಿತ್ರಣವನ್ನೇ ಬದಲಿಸಿದೆ. ಈ ಬಗ್ಗೆ ಮಿನಿ ಫುಟ್‌ಬಾಲ್ ಎಂದು ಹೆಸರು ಬಂದಿದೆ.	[1138, 726, 1300, 778]
crossword-cell[interactable]: 1	[699, 1693, 720, 1714]
pak-body	[760, 142, 940, 442]
column-divider	[1065, 450, 1066, 960]
crossword-cell[interactable]	[825, 1735, 846, 1756]
kirusuddi-label-b: ಸುದ್ದಿ	[134, 114, 169, 140]
answer-item: 1.ಹನುಮಂತ 3.ತರಂಗ	[980, 1759, 1054, 1770]
vijayendra-body-cont: ಸರ್ಕಾರ ಜನಪರ ಯೋಜನೆ ಜಾರಿಗೆ ಬದ್ಧತೆ ತೋರಬೇಕು. ಕೇಂದ್ರದ ನೆರವನ್ನು ಸದ್ಬಳಕೆ ಮಾಡಿಕೊಳ್ಳಬೇಕು. ಹಣಕಾಸಿನ ಶಿಸ್ತು ಪಾಲಿಸದೆ ಜನರ ಮೇಲೆ ಹೊರೆ ಹೇರಲಾಗುತ್ತಿದೆ ಎಂದು ಅವರು ಟೀಕಿಸಿದರು.	[632, 1456, 877, 1494]
crossword-cell	[720, 1861, 741, 1882]
psl-dateline: ಹೊಸದಿಲ್ಲಿ:	[760, 543, 796, 554]
clue-item: 6.ಚಿತ್ರದಲ್ಲಿರುವ ಕೆರೆ ನೀರು (5)	[1102, 1675, 1199, 1686]
clue-item: 2.ಆತ ಮಾಡಿದ್ದ ದಾಖಲು (3)	[1102, 1825, 1196, 1836]
konkan-dateline: ಬೆಂಗಳೂರು:	[450, 1196, 490, 1207]
paper-logo	[985, 6, 1285, 76]
parameshwara-photo	[40, 1810, 98, 1880]
crossword-cell[interactable]	[699, 1861, 720, 1882]
down-clues	[1102, 1808, 1300, 1958]
olympic-athletes-photo	[40, 230, 270, 375]
answer-label: ಉತ್ತರ	[1008, 1700, 1042, 1719]
clue-item: 13.ಅತಿ ಪ್ರಶಾಂತ (3)	[1102, 1930, 1173, 1941]
header-dateblock	[44, 22, 224, 73]
crossword-cell	[846, 1777, 867, 1798]
answer-item: 3.ತರಕಾರಿ 4.ಗಂಗಾ	[980, 1864, 1042, 1875]
griha-box-body: ಗೃಹ ಸಚಿವರು ಉತ್ತರ ನೀಡುವ ಸಂದರ್ಭದಲ್ಲಿ ತೃಪ್ತಿಕರ ಉತ್ತರ ಸಿಗಲಿಲ್ಲ ಎಂದು ಆರೋಪಿಸಿ ವಿಪಕ್ಷ ಸದಸ್ಯರು ಸಭಾತ್ಯಾಗ ಮಾಡಿದರು. ರಾಜ್ಯದಲ್ಲಿ ಕಾನೂನು ಸುವ್ಯವಸ್ಥೆ ಹದಗೆಟ್ಟಿದೆ ಎಂದು ಅವರು ಆರೋಪಿಸಿದರು.	[264, 1680, 427, 1732]
vijayendra-text: ರಾಜ್ಯ ಸರ್ಕಾರ ತನ್ನ ವೈಫಲ್ಯಗಳನ್ನು ಮುಚ್ಚಿಕೊಳ್ಳಲು ಕೇಂದ್ರ ಸರ್ಕಾರವನ್ನು ದೂಷಿಸುವ ಷಡ್ಯಂತ್ರ ನಡೆಸುತ್ತಿದೆ ಎಂದು ಬಿಜೆಪಿ ರಾಜ್ಯಾಧ್ಯಕ್ಷ ಬಿ.ವೈ.ವಿಜಯೇಂದ್ರ ಆರೋಪಿಸಿದರು. ಬಜೆಟ್ ಮೇಲಿನ ಚರ್ಚೆಯಲ್ಲಿ ಮಾತನಾಡಿದ ಅವರು, ಕೇಂದ್ರದಿಂದ ರೂ.4.71 ಲಕ್ಷ ಕೋಟಿ ಅನುದಾನ ಬಂದಿದೆ. 2004-14ರ ಅವಧಿಯಲ್ಲಿ 81,791 ಕೋಟಿ ರೂ. ಮಾತ್ರ ಬಂದಿತ್ತು. ಗ್ಯಾರಂಟಿ ಯೋಜನೆಗಳಿಂದ ರಾಜ್ಯದ ಅಭಿವೃದ್ಧಿ ಕುಂಠಿತವಾಗಿದೆ. 46,757 ಕೋಟಿ ರೂ. ಗ್ಯಾರಂಟಿಗೆ ವ್ಯಯಿಸಲಾಗುತ್ತಿದೆ. ಶಾಲಾ ಮಕ್ಕಳಿಗೆ 16,450 ಕೊಠಡಿಗಳ ಅಗತ್ಯ ಇದ್ದರೂ ಸರ್ಕಾರ ಗಮನ ಹರಿಸಿಲ್ಲ ಎಂದು ಅವರು ಟೀಕಿಸಿದರು.	[40, 1456, 560, 1508]
crossword-cell	[762, 1693, 783, 1714]
pak-body-cont: ಗಳನ್ನು ಮಾಡಲು ಪಿಸಿಬಿ ಸುಮಾರು 40 ಮಿಲಿಯನ್ ಡಾಲರ್‌ಗಳನ್ನು ಖರ್ಚು ಮಾಡಿದೆ. ಆದರೂ ಈ ಪಂದ್ಯದಲ್ಲಿ ಪಾಕ್ ಅಭಿಮಾನಿಗಳು ಕಡಿಮೆ ಸಂಖ್ಯೆಯಲ್ಲಿ ಇದ್ದರು. ಮೂರು ಪಂದ್ಯಗಳಲ್ಲಿ ಒಂದು ಪಂದ್ಯ ಮಳೆಯಿಂದ ರದ್ದಾಯಿತು. ಹೀಗಾಗಿ ಭಾರಿ ನಷ್ಟವಾಗಿದೆ ಎಂದು ವರದಿಯಾಗಿದೆ.	[1120, 143, 1300, 208]
shahdol-football-photo	[1072, 512, 1300, 604]
crossword-cell[interactable]: 4	[867, 1693, 888, 1714]
